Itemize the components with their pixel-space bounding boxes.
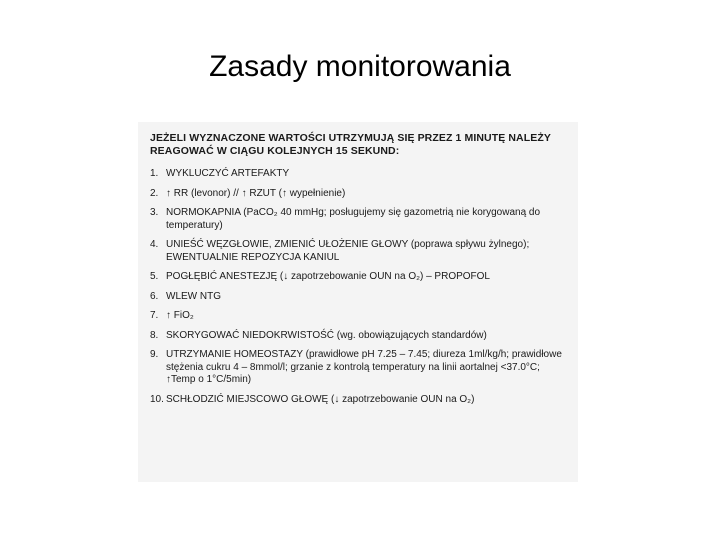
list-item [150, 349, 568, 387]
item-number: 9. [150, 349, 159, 360]
item-text: ↑ FiO₂ [166, 310, 194, 321]
list-item [150, 291, 568, 304]
list-item [150, 188, 568, 201]
item-number: 7. [150, 310, 159, 321]
item-text: POGŁĘBIĆ ANESTEZJĘ (↓ zapotrzebowanie OUN na O₂) – PROPOFOL [166, 271, 490, 282]
item-text: WYKLUCZYĆ ARTEFAKTY [166, 168, 290, 179]
item-text: UNIEŚĆ WĘZGŁOWIE, ZMIENIĆ UŁOŻENIE GŁOWY (poprawa spływu żylnego); EWENTUALNIE REPOZYCJA KANIUL [166, 239, 530, 263]
list-item [150, 168, 568, 181]
slide-title: Zasady monitorowania [209, 50, 511, 83]
scanned-document [138, 122, 578, 482]
list-item [150, 207, 568, 232]
item-text: SKORYGOWAĆ NIEDOKRWISTOŚĆ (wg. obowiązujących standardów) [166, 329, 487, 341]
item-number: 10. [150, 393, 164, 405]
item-number: 4. [150, 239, 159, 250]
document-heading: JEŻELI WYZNACZONE WARTOŚCI UTRZYMUJĄ SIĘ PRZEZ 1 MINUTĘ NALEŻY REAGOWAĆ W CIĄGU KOLEJNYCH 15 SEKUND: [150, 132, 551, 157]
item-number: 1. [150, 168, 159, 179]
item-number: 3. [150, 207, 159, 218]
item-text: SCHŁODZIĆ MIEJSCOWO GŁOWĘ (↓ zapotrzebowanie OUN na O₂) [166, 393, 475, 405]
list-item [150, 310, 568, 323]
list-item [150, 239, 568, 264]
item-text: UTRZYMANIE HOMEOSTAZY (prawidłowe pH 7.25 – 7.45; diureza 1ml/kg/h; prawidłowe stężenia cukru 4 – 8mmol/l; grzanie z kontrolą temperatury na linii aortalnej <37.0°C; ↑Temp o 1°C/5min) [166, 349, 562, 385]
item-number: 8. [150, 329, 159, 341]
item-text: NORMOKAPNIA (PaCO₂ 40 mmHg; posługujemy się gazometrią nie korygowaną do temperatury) [166, 207, 541, 231]
item-text: ↑ RR (levonor) // ↑ RZUT (↑ wypełnienie) [166, 187, 346, 199]
item-number: 6. [150, 290, 159, 302]
list-item [150, 271, 568, 284]
item-text: WLEW NTG [166, 290, 221, 302]
item-number: 2. [150, 187, 159, 199]
list-item [150, 394, 568, 407]
item-number: 5. [150, 271, 159, 282]
list-item [150, 330, 568, 343]
